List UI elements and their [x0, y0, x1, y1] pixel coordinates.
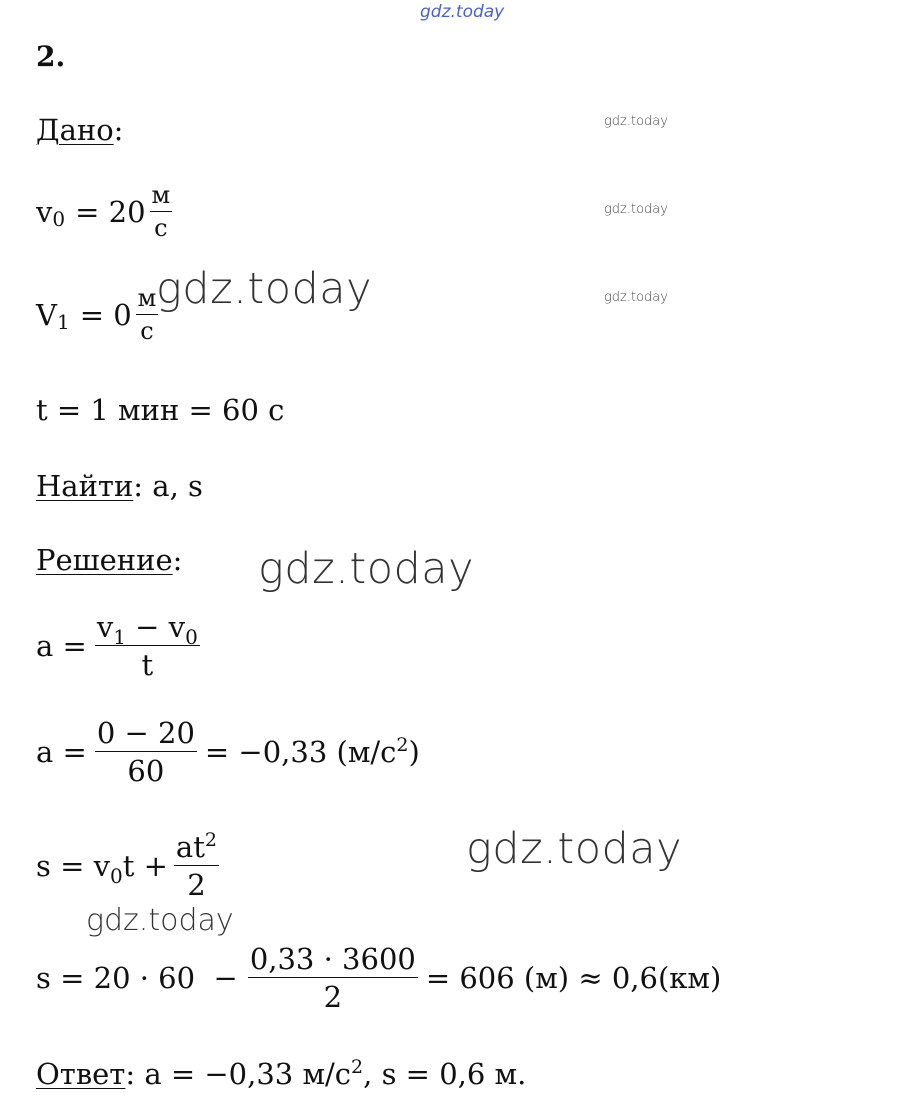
f4-lhs: s = 20 · 60 −	[36, 960, 238, 995]
formula-distance	[36, 829, 219, 903]
watermark-large-2: gdz.today	[258, 544, 475, 594]
f2-denominator: 60	[127, 754, 165, 789]
f4-denominator: 2	[323, 980, 343, 1015]
f2-lhs: a =	[36, 734, 87, 769]
f3-numerator: $at^2$	[175, 829, 217, 864]
f4-numerator: 0,33 · 3600	[249, 942, 416, 976]
f1-fraction	[95, 612, 200, 681]
f1-denominator: t	[141, 648, 154, 683]
f2-fraction	[95, 718, 197, 787]
watermark-large-1: gdz.today	[156, 264, 373, 314]
f4-fraction	[248, 944, 418, 1013]
f2-result: = −0,33 $(м/с^2)$	[204, 733, 420, 769]
watermark-medium: gdz.today	[86, 903, 234, 938]
formula-acceleration-values	[36, 718, 420, 787]
v0-subscript: 0	[52, 207, 66, 232]
answer-s: , s = 0,6 м.	[363, 1057, 527, 1091]
given-colon: :	[113, 113, 124, 147]
find-values: a, s	[152, 469, 203, 503]
find-colon: :	[133, 469, 144, 503]
solution-heading	[36, 543, 183, 577]
formula-acceleration	[36, 612, 200, 681]
v0-unit-fraction	[150, 183, 173, 241]
v0-value: = 20	[75, 194, 146, 229]
f3-denominator: 2	[187, 868, 206, 903]
v1-subscript: 1	[56, 310, 70, 335]
v0-symbol: v	[36, 194, 53, 229]
given-heading	[36, 113, 124, 147]
solution-label: Решение	[36, 543, 173, 577]
answer-a: a = −0,33 м/с	[144, 1057, 352, 1091]
v1-symbol: V	[36, 297, 57, 332]
v0-unit-den: с	[154, 214, 168, 243]
v0-unit-num: м	[151, 181, 171, 209]
f4-result: = 606 (м) ≈ 0,6(км)	[425, 960, 722, 995]
watermark-small-1: gdz.today	[604, 114, 668, 129]
given-time: t = 1 мин = 60 с	[36, 393, 285, 427]
f3-lhs: $s = v_0t$ +	[36, 848, 168, 888]
v1-value: = 0	[79, 297, 132, 332]
problem-number: 2.	[36, 40, 66, 73]
watermark-top: gdz.today	[420, 2, 505, 22]
given-label: Дано	[36, 113, 114, 147]
watermark-small-3: gdz.today	[604, 290, 668, 305]
answer-line	[36, 1056, 527, 1091]
find-label: Найти	[36, 469, 134, 503]
find-line	[36, 469, 203, 503]
f1-lhs: a =	[36, 628, 87, 663]
given-v1	[36, 286, 158, 344]
formula-distance-values	[36, 944, 721, 1013]
f2-numerator: 0 − 20	[96, 716, 195, 750]
v1-unit-num: м	[137, 284, 157, 312]
answer-label: Ответ	[36, 1057, 126, 1091]
watermark-small-2: gdz.today	[604, 202, 668, 217]
f3-fraction	[174, 829, 219, 903]
watermark-large-3: gdz.today	[466, 824, 683, 874]
given-v0	[36, 183, 172, 241]
answer-colon: :	[125, 1057, 136, 1091]
v1-unit-fraction	[136, 286, 159, 344]
answer-sup: 2	[351, 1056, 364, 1078]
solution-colon: :	[172, 543, 183, 577]
v1-unit-den: с	[140, 317, 154, 346]
f1-numerator: $v_1 - v_0$	[96, 610, 198, 649]
